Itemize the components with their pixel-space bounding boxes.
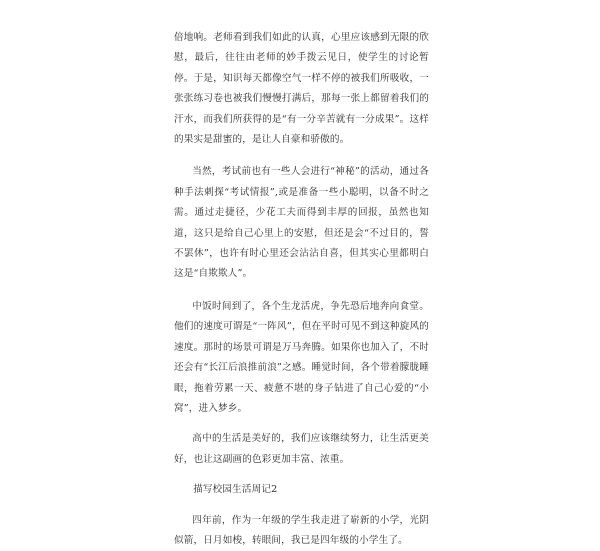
paragraph-2: 当然，考试前也有一些人会进行“神秘”的活动，通过各种手法刺探“考试情报”,或是准备一些小聪明，以备不时之需。通过走捷径，少花工夫而得到丰厚的回报，虽然也知道，这只是给自己心里上的安慰，但还是会“不过目的，誓不罢休”，也许有时心里还会沾沾自喜，但其实心里都明白这是“自欺欺人”。 — [174, 166, 429, 280]
paragraph-5: 四年前，作为一年级的学生我走进了崭新的小学，光阴似箭，日月如梭，转眼间，我已是四年级的小学生了。 — [174, 514, 429, 546]
document-body — [174, 28, 429, 551]
paragraph-1: 倍地响。老师看到我们如此的认真，心里应该感到无限的欣慰，最后，往往由老师的妙手拨云见日，使学生的讨论暂停。于是，知识每天都像空气一样不停的被我们所吸收，一张张练习卷也被我们慢慢打满后，那每一张上都留着我们的汗水，而我们所获得的是“有一分辛苦就有一分成果”。这样的果实是甜蜜的，是让人自豪和骄傲的。 — [174, 32, 429, 146]
paragraph-3: 中饭时间到了，各个生龙活虎，争先恐后地奔向食堂。他们的速度可谓是“一阵风”，但在平时可见不到这种旋风的速度。那时的场景可谓是万马奔腾。如果你也加入了，不时还会有“长江后浪推前浪”之感。睡觉时间，各个带着朦胧睡眼，拖着劳累一天、疲惫不堪的身子钻进了自己心爱的“小窝”，进入梦乡。 — [174, 300, 429, 414]
section-heading: 描写校园生活周记2 — [193, 484, 278, 496]
paragraph-4: 高中的生活是美好的，我们应该继续努力，让生活更美好，也让这副画的色彩更加丰富、浓重。 — [174, 433, 429, 465]
